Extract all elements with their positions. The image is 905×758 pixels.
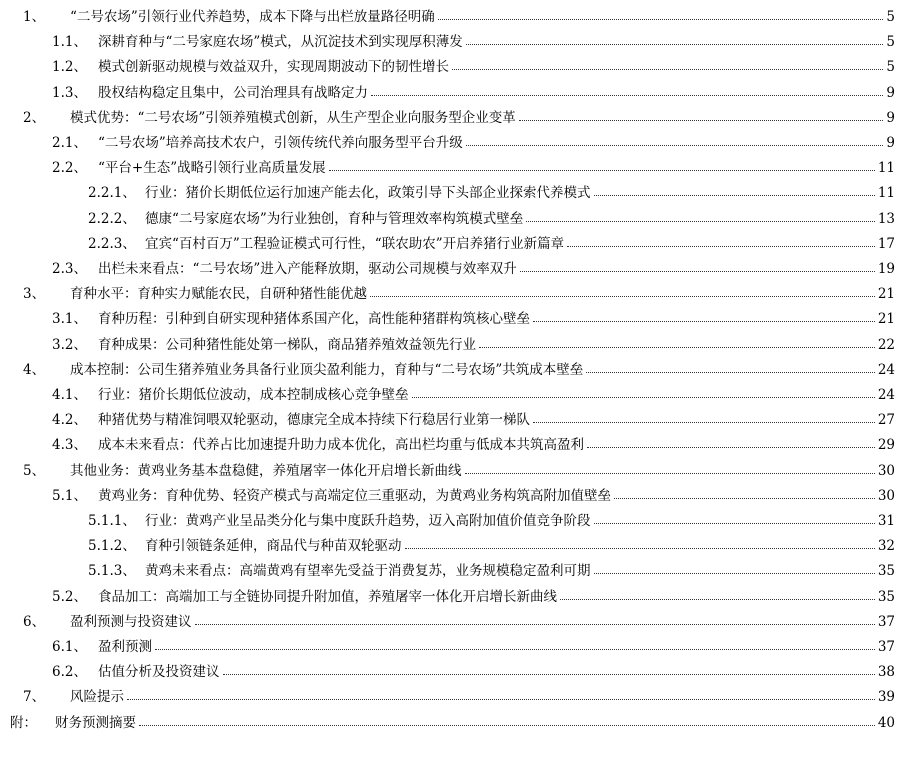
toc-entry-title: 盈利预测 [98,639,152,655]
toc-entry-number: 5.2、 [52,588,87,605]
toc-entry-number: 1、 [23,9,46,25]
toc-leader-dots [587,447,875,448]
toc-entry-title: “平台+生态”战略引领行业高质量发展 [98,160,326,177]
toc-entry[interactable] [0,584,905,610]
toc-entry-page: 11 [877,185,895,202]
toc-entry[interactable] [0,155,905,181]
toc-entry-title: 模式创新驱动规模与效益双升，实现周期波动下的韧性增长 [98,59,449,76]
toc-entry-page: 35 [877,563,895,580]
toc-entry-page: 39 [877,689,895,706]
toc-entry-number: 6.1、 [52,639,87,655]
toc-entry[interactable] [0,130,905,156]
toc-entry-page: 9 [886,84,895,101]
toc-entry[interactable] [0,29,905,55]
toc-entry-title: 行业：猪价长期低位运行加速产能去化，政策引导下头部企业探索代养模式 [145,185,591,202]
toc-leader-dots [452,69,883,70]
toc-leader-dots [560,599,875,600]
toc-leader-dots [526,221,875,222]
toc-entry-page: 13 [877,210,895,227]
toc-entry[interactable] [0,4,905,30]
toc-entry-number: 2.3、 [52,261,87,277]
toc-entry-page: 40 [877,714,895,731]
toc-entry[interactable] [0,54,905,80]
toc-leader-dots [594,573,875,574]
toc-entry[interactable] [0,306,905,332]
toc-entry-page: 35 [877,588,895,605]
toc-entry[interactable] [0,634,905,660]
toc-leader-dots [586,372,875,373]
toc-entry[interactable] [0,231,905,257]
toc-entry[interactable] [0,458,905,484]
toc-entry-number: 7、 [23,689,46,706]
toc-leader-dots [370,296,875,297]
toc-entry-number: 3.2、 [52,336,87,353]
toc-entry[interactable] [0,432,905,458]
toc-entry-number: 5、 [23,462,46,479]
toc-leader-dots [405,548,875,549]
toc-leader-dots [519,120,883,121]
toc-leader-dots [594,523,875,524]
toc-entry-number: 4.2、 [52,412,87,429]
toc-entry-page: 22 [877,336,895,353]
toc-leader-dots [438,19,883,20]
toc-entry-page: 5 [886,34,895,51]
toc-leader-dots [466,44,883,45]
toc-entry-title: 宜宾“百村百万”工程验证模式可行性，“联农助农”开启养猪行业新篇章 [145,235,565,252]
toc-leader-dots [155,649,875,650]
toc-entry-page: 9 [886,135,895,151]
toc-entry[interactable] [0,281,905,307]
toc-entry-number: 6、 [23,613,46,630]
toc-entry[interactable] [0,382,905,408]
toc-entry[interactable] [0,332,905,358]
toc-entry-number: 3、 [23,286,46,303]
toc-entry[interactable] [0,407,905,433]
toc-leader-dots [614,498,875,499]
toc-entry[interactable] [0,609,905,635]
toc-entry-page: 27 [877,412,895,429]
toc-entry-page: 19 [877,261,895,277]
toc-entry-title: 育种引领链条延伸，商品代与种苗双轮驱动 [145,538,402,555]
toc-entry[interactable] [0,357,905,383]
toc-leader-dots [195,624,875,625]
toc-entry-page: 5 [886,9,895,25]
toc-leader-dots [223,674,875,675]
toc-entry-title: 股权结构稳定且集中，公司治理具有战略定力 [98,84,368,101]
toc-entry-title: 风险提示 [70,689,124,706]
toc-entry-number: 6.2、 [52,664,87,681]
toc-entry-title: 盈利预测与投资建议 [70,613,192,630]
toc-entry-title: 成本未来看点：代养占比加速提升助力成本优化，高出栏均重与低成本共筑高盈利 [98,437,584,454]
toc-entry-number: 1.1、 [52,34,87,51]
toc-entry[interactable] [0,483,905,509]
toc-entry[interactable] [0,710,905,736]
toc-leader-dots [329,170,875,171]
toc-leader-dots [466,145,883,146]
toc-entry[interactable] [0,80,905,106]
toc-entry-page: 30 [877,462,895,479]
toc-leader-dots [465,473,875,474]
toc-entry-number: 5.1.1、 [88,513,136,529]
toc-entry-number: 4.1、 [52,387,87,403]
toc-leader-dots [520,271,875,272]
toc-entry-title: 种猪优势与精准饲喂双轮驱动，德康完全成本持续下行稳居行业第一梯队 [98,412,530,429]
toc-entry-number: 4.3、 [52,437,87,454]
toc-leader-dots [567,246,875,247]
toc-entry[interactable] [0,105,905,131]
toc-entry-number: 2.2.1、 [88,185,136,202]
toc-entry-number: 3.1、 [52,311,87,328]
toc-entry-title: 德康“二号家庭农场”为行业独创，育种与管理效率构筑模式壁垒 [145,210,524,227]
toc-entry-title: 深耕育种与“二号家庭农场”模式，从沉淀技术到实现厚积薄发 [98,34,463,51]
toc-entry-page: 21 [877,311,895,328]
toc-leader-dots [479,347,875,348]
toc-entry-title: “二号农场”引领行业代养趋势，成本下降与出栏放量路径明确 [70,9,435,25]
toc-entry-page: 24 [877,361,895,378]
toc-entry-page: 17 [877,235,895,252]
toc-entry-number: 附： [10,714,37,731]
toc-entry[interactable] [0,508,905,534]
toc-entry-title: 其他业务：黄鸡业务基本盘稳健，养殖屠宰一体化开启增长新曲线 [70,462,462,479]
toc-leader-dots [127,699,875,700]
toc-entry-title: 行业：黄鸡产业呈品类分化与集中度跃升趋势，迈入高附加值价值竞争阶段 [145,513,591,529]
toc-entry-title: 模式优势：“二号农场”引领养殖模式创新，从生产型企业向服务型企业变革 [70,109,516,126]
toc-entry-title: 育种历程：引种到自研实现种猪体系国产化，高性能种猪群构筑核心壁垒 [98,311,530,328]
toc-entry-title: 估值分析及投资建议 [98,664,220,681]
toc-entry-number: 5.1、 [52,487,87,504]
toc-entry-page: 31 [877,513,895,529]
toc-entry-number: 5.1.2、 [88,538,136,555]
toc-entry-number: 5.1.3、 [88,563,136,580]
toc-entry-number: 2.1、 [52,135,87,151]
toc-entry-page: 24 [877,387,895,403]
toc-entry[interactable] [0,180,905,206]
toc-entry-page: 29 [877,437,895,454]
toc-entry-page: 5 [886,59,895,76]
toc-entry-title: 行业：猪价长期低位波动，成本控制成核心竞争壁垒 [98,387,409,403]
toc-entry[interactable] [0,659,905,685]
toc-entry-page: 11 [877,160,895,177]
toc-entry-number: 1.3、 [52,84,87,101]
toc-leader-dots [371,95,883,96]
toc-entry-title: 黄鸡未来看点：高端黄鸡有望率先受益于消费复苏，业务规模稳定盈利可期 [145,563,591,580]
toc-entry-title: 出栏未来看点：“二号农场”进入产能释放期，驱动公司规模与效率双升 [98,261,517,277]
toc-entry-page: 37 [877,613,895,630]
toc-entry-title: 食品加工：高端加工与全链协同提升附加值，养殖屠宰一体化开启增长新曲线 [98,588,557,605]
toc-entry-number: 2.2、 [52,160,87,177]
toc-entry[interactable] [0,256,905,282]
toc-entry[interactable] [0,533,905,559]
toc-entry-number: 2、 [23,109,46,126]
toc-entry-number: 1.2、 [52,59,87,76]
toc-entry-number: 2.2.2、 [88,210,136,227]
toc-entry-page: 21 [877,286,895,303]
toc-entry-page: 38 [877,664,895,681]
toc-entry[interactable] [0,206,905,232]
toc-entry-page: 37 [877,639,895,655]
toc-entry-title: “二号农场”培养高技术农户，引领传统代养向服务型平台升级 [98,135,463,151]
toc-leader-dots [533,321,875,322]
toc-entry[interactable] [0,684,905,710]
toc-leader-dots [533,422,875,423]
toc-entry-title: 黄鸡业务：育种优势、轻资产模式与高端定位三重驱动，为黄鸡业务构筑高附加值壁垒 [98,487,611,504]
toc-entry-title: 财务预测摘要 [55,714,136,731]
toc-entry-number: 4、 [23,361,46,378]
toc-entry-page: 30 [877,487,895,504]
toc-entry-page: 32 [877,538,895,555]
toc-leader-dots [412,397,875,398]
toc-leader-dots [594,195,875,196]
toc-entry-title: 成本控制：公司生猪养殖业务具备行业顶尖盈利能力，育种与“二号农场”共筑成本壁垒 [70,361,584,378]
toc-entry-number: 2.2.3、 [88,235,136,252]
toc-entry-title: 育种水平：育种实力赋能农民，自研种猪性能优越 [70,286,367,303]
toc-entry[interactable] [0,558,905,584]
toc-entry-title: 育种成果：公司种猪性能处第一梯队，商品猪养殖效益领先行业 [98,336,476,353]
toc-entry-page: 9 [886,109,895,126]
toc-leader-dots [139,725,875,726]
